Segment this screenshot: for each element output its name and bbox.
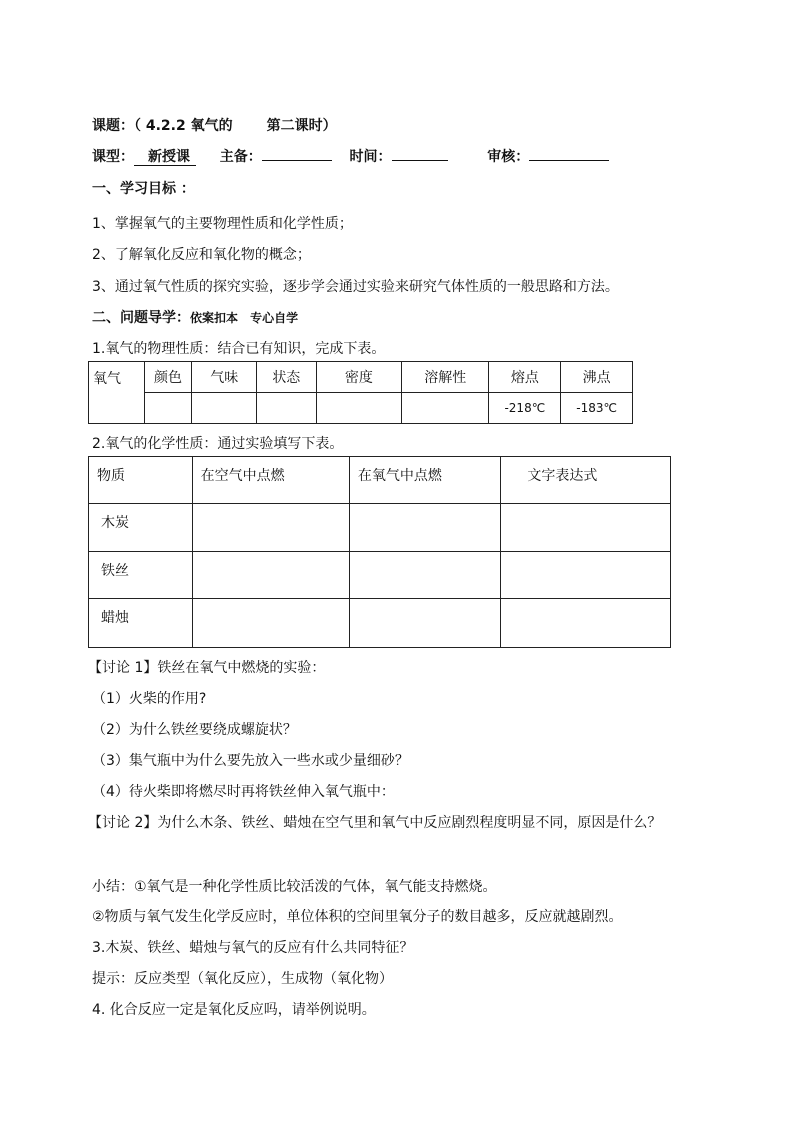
objective-item: 2、了解氧化反应和氧化物的概念； (92, 247, 311, 263)
preparer-label: 主备： (219, 149, 262, 165)
objective-item: 1、掌握氧气的主要物理性质和化学性质； (92, 216, 353, 232)
topic-suffix: 第二课时） (266, 118, 337, 134)
table-cell (501, 552, 671, 599)
physical-properties-table (88, 361, 633, 424)
discussion-item: （2）为什么铁丝要绕成螺旋状？ (92, 722, 297, 738)
table-cell (349, 552, 501, 599)
substance-cell: 铁丝 (89, 552, 193, 599)
discussion-2: 【讨论 2】为什么木条、铁丝、蜡烛在空气里和氧气中反应剧烈程度明显不同，原因是什么？ (88, 815, 662, 831)
table-cell (501, 504, 671, 552)
table-cell (144, 393, 192, 424)
discussion-item: （3）集气瓶中为什么要先放入一些水或少量细砂？ (92, 753, 409, 769)
melting-point-value: -218℃ (489, 393, 561, 424)
table-cell (501, 599, 671, 648)
section2-note: 依案扣本 专心自学 (190, 311, 299, 325)
course-type-label: 课型： (92, 149, 134, 165)
substance-cell: 蜡烛 (89, 599, 193, 648)
table-cell (402, 393, 489, 424)
hint-line: 提示：反应类型（氧化反应），生成物（氧化物） (92, 971, 393, 987)
discussion-item: （1）火柴的作用? (92, 691, 207, 707)
table-cell (257, 393, 317, 424)
section2-title-line (92, 307, 298, 327)
review-label: 审核： (487, 149, 530, 165)
table-header-cell: 颜色 (144, 362, 192, 393)
topic-line (92, 115, 337, 135)
section1-title: 一、学习目标 ： (92, 181, 195, 197)
table-cell (192, 504, 349, 552)
boiling-point-value: -183℃ (561, 393, 633, 424)
question-1: 1.氧气的物理性质：结合已有知识，完成下表。 (92, 341, 386, 357)
summary-line: ②物质与氧气发生化学反应时，单位体积的空间里氧分子的数目越多，反应就越剧烈。 (92, 909, 623, 925)
objective-item: 3、通过氧气性质的探究实验，逐步学会通过实验来研究气体性质的一般思路和方法。 (92, 279, 619, 295)
question-4: 4. 化合反应一定是氧化反应吗，请举例说明。 (92, 1002, 376, 1018)
table-header-cell: 熔点 (489, 362, 561, 393)
table-cell (192, 552, 349, 599)
substance-cell: 木炭 (89, 504, 193, 552)
table-cell (349, 504, 501, 552)
table-cell (316, 393, 401, 424)
table-header-cell: 气味 (192, 362, 257, 393)
table-header-cell: 文字表达式 (501, 457, 671, 504)
table-header-cell: 在空气中点燃 (192, 457, 349, 504)
table-cell (192, 599, 349, 648)
table-header-cell: 沸点 (561, 362, 633, 393)
review-blank (529, 146, 609, 161)
topic-label: 课题：（ 4.2.2 氧气的 (92, 118, 233, 134)
table-header-cell: 状态 (257, 362, 317, 393)
time-blank (392, 146, 448, 161)
chemical-properties-table (88, 456, 671, 648)
table-header-cell: 溶解性 (402, 362, 489, 393)
table-header-cell: 在氧气中点燃 (349, 457, 501, 504)
section2-title: 二、问题导学： (92, 310, 190, 326)
summary-line: 小结：①氧气是一种化学性质比较活泼的气体，氧气能支持燃烧。 (92, 879, 497, 895)
table-row-header: 氧气 (89, 362, 145, 424)
discussion-1-title: 【讨论 1】铁丝在氧气中燃烧的实验： (88, 660, 326, 676)
table-cell (192, 393, 257, 424)
preparer-blank (262, 146, 332, 161)
discussion-item: （4）待火柴即将燃尽时再将铁丝伸入氧气瓶中： (92, 784, 395, 800)
time-label: 时间： (349, 149, 392, 165)
course-type-value: 新授课 (134, 149, 196, 166)
table-cell (349, 599, 501, 648)
table-header-cell: 密度 (316, 362, 401, 393)
question-2: 2.氧气的化学性质：通过实验填写下表。 (92, 436, 344, 452)
table-header-cell: 物质 (89, 457, 193, 504)
course-info-line (92, 146, 609, 166)
question-3: 3.木炭、铁丝、蜡烛与氧气的反应有什么共同特征？ (92, 940, 414, 956)
